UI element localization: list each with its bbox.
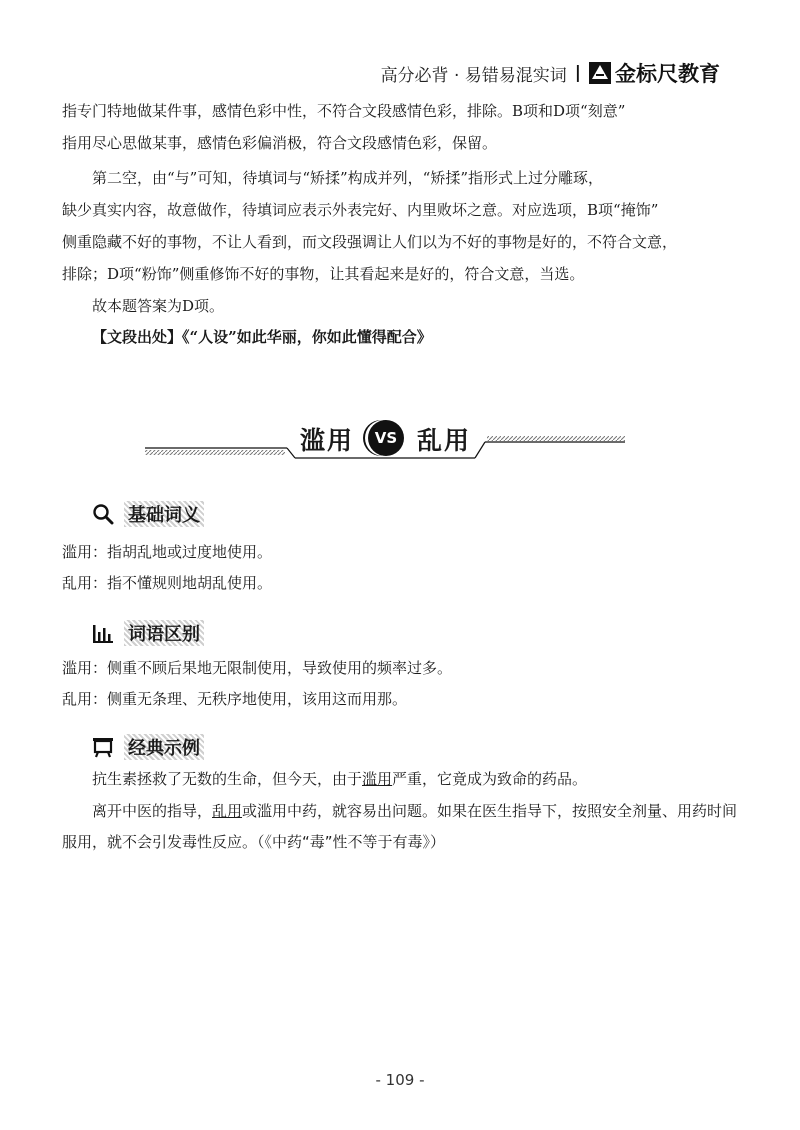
word-left: 滥用: [300, 426, 355, 455]
brand-logo-icon: [589, 62, 611, 84]
analysis-p2-line1: 第二空，由“与”可知，待填词与“矫揉”构成并列，“矫揉”指形式上过分雕琢，: [92, 169, 604, 187]
basic-definition-1: 滥用：指胡乱地或过度地使用。: [62, 543, 273, 561]
example-1-keyword: 滥用: [362, 770, 393, 788]
section-basic-label: 基础词义: [124, 501, 204, 527]
brand-name: 金标尺教育: [615, 62, 720, 86]
presentation-board-icon: [92, 736, 114, 758]
analysis-p2-line4: 排除；D项“粉饰”侧重修饰不好的事物，让其看起来是好的，符合文意，当选。: [62, 265, 585, 283]
answer-line: 故本题答案为D项。: [92, 297, 225, 315]
basic-definition-2: 乱用：指不懂规则地胡乱使用。: [62, 574, 273, 592]
diff-line-2: 乱用：侧重无条理、无秩序地使用，该用这而用那。: [62, 690, 408, 708]
comparison-title: [145, 412, 625, 462]
source-citation: 【文段出处】《“人设”如此华丽，你如此懂得配合》: [92, 328, 432, 346]
example-1: [62, 764, 738, 795]
page-header: [381, 58, 720, 88]
search-icon: [92, 503, 114, 525]
page-number: - 109 -: [375, 1071, 425, 1089]
analysis-p2-line3: 侧重隐藏不好的事物，不让人看到，而文段强调让人们以为不好的事物是好的，不符合文意，: [62, 233, 678, 251]
vs-badge: VS: [368, 420, 404, 456]
section-examples-label: 经典示例: [124, 734, 204, 760]
example-2: [62, 796, 738, 858]
section-diff-heading: [92, 620, 204, 646]
section-diff-label: 词语区别: [124, 620, 204, 646]
example-1-pre: 抗生素拯救了无数的生命，但今天，由于: [92, 770, 363, 788]
example-2-pre: 离开中医的指导，: [92, 802, 213, 820]
diff-line-1: 滥用：侧重不顾后果地无限制使用，导致使用的频率过多。: [62, 659, 453, 677]
analysis-p2-line2: 缺少真实内容，故意做作，待填词应表示外表完好、内里败坏之意。对应选项，B项“掩饰”: [62, 201, 659, 219]
book-title: 高分必背 · 易错易混实词: [380, 65, 567, 86]
word-right: 乱用: [417, 426, 472, 455]
analysis-p1-line2: 指用尽心思做某事，感情色彩偏消极，符合文段感情色彩，保留。: [62, 134, 498, 152]
brand: [589, 58, 720, 88]
example-1-post: 严重，它竟成为致命的药品。: [392, 770, 588, 788]
example-2-keyword: 乱用: [212, 802, 243, 820]
section-examples-heading: [92, 734, 204, 760]
header-separator: |: [574, 63, 581, 83]
section-basic-heading: [92, 501, 204, 527]
analysis-p1-line1: 指专门特地做某件事，感情色彩中性，不符合文段感情色彩，排除。B项和D项“刻意”: [62, 102, 626, 120]
example-2-post: 或滥用中药，就容易出问题。如果在医生指导下，按照安全剂量、用药时间服用，就不会引发毒性反应。（《中药“毒”性不等于有毒》）: [62, 802, 738, 851]
bar-chart-icon: [92, 622, 114, 644]
